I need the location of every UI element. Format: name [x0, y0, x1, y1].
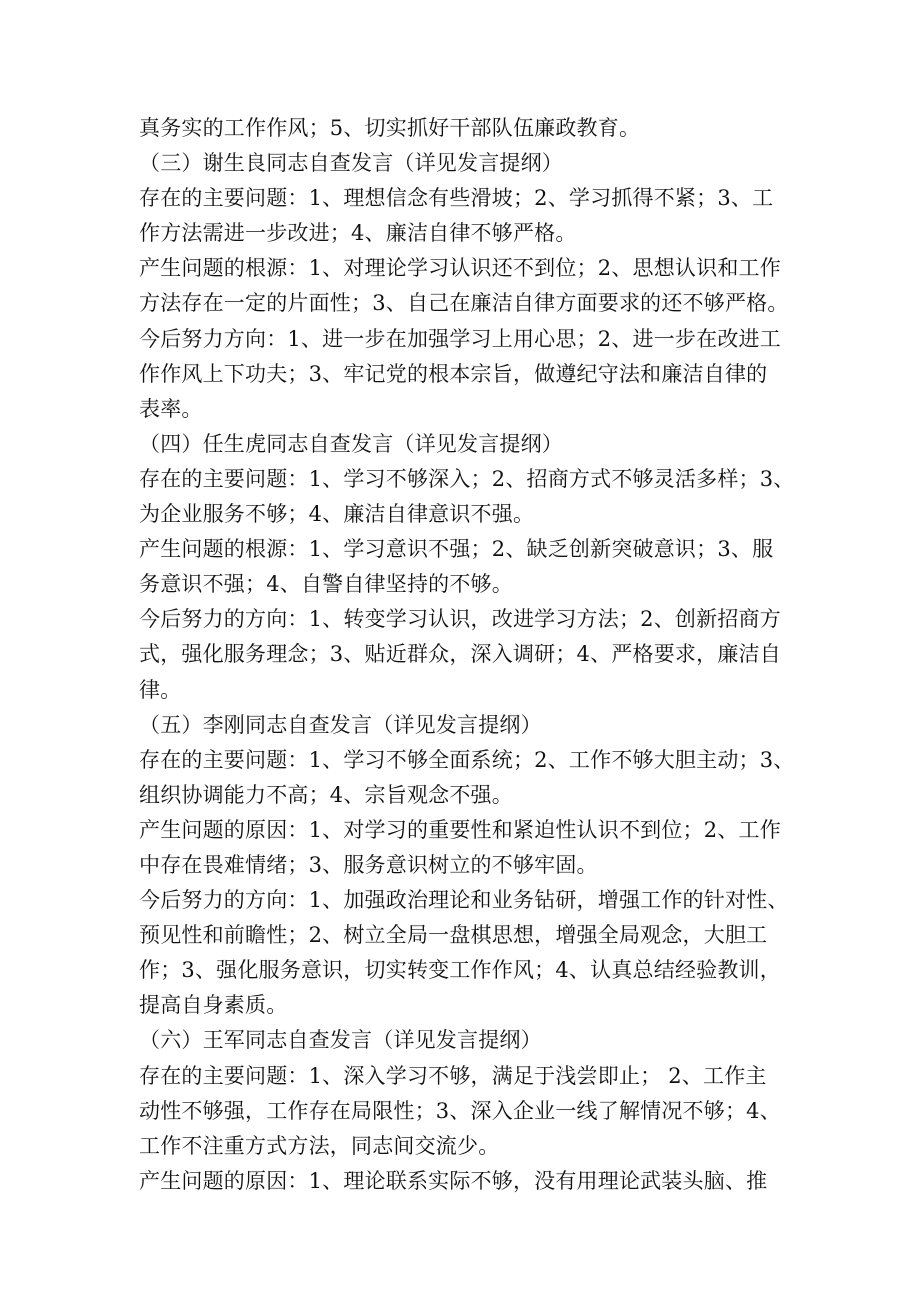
- paragraph: [139, 251, 799, 321]
- paragraph: [139, 1164, 799, 1199]
- paragraph: [139, 1059, 799, 1164]
- text-line: 作作风上下功夫；3、牢记党的根本宗旨，做遵纪守法和廉洁自律的: [139, 361, 768, 386]
- text-line: 今后努力的方向：1、加强政治理论和业务钻研，增强工作的针对性、: [139, 888, 789, 913]
- text-line: 产生问题的原因：1、对学习的重要性和紧迫性认识不到位；2、工作: [139, 817, 781, 842]
- paragraph: [139, 181, 799, 251]
- text-line: 组织协调能力不高；4、宗旨观念不强。: [139, 782, 513, 807]
- paragraph: [139, 883, 799, 1023]
- section-heading: [139, 708, 799, 743]
- text-line: 存在的主要问题：1、学习不够深入；2、招商方式不够灵活多样；3、: [139, 466, 795, 491]
- paragraph: [139, 743, 799, 813]
- text-line: 今后努力方向：1、进一步在加强学习上用心思；2、进一步在改进工: [139, 326, 781, 351]
- text-line: （五）李刚同志自查发言（详见发言提纲）: [139, 712, 542, 737]
- text-line: 作方法需进一步改进；4、廉洁自律不够严格。: [139, 221, 577, 246]
- text-line: 律。: [139, 677, 182, 702]
- text-line: 作；3、强化服务意识，切实转变工作作风；4、认真总结经验教训，: [139, 958, 781, 983]
- paragraph: [139, 532, 799, 602]
- document-body: [139, 111, 799, 1199]
- paragraph: [139, 813, 799, 883]
- text-line: （六）王军同志自查发言（详见发言提纲）: [139, 1028, 542, 1053]
- text-line: 真务实的工作作风；5、切实抓好干部队伍廉政教育。: [139, 116, 641, 140]
- section-heading: [139, 1023, 799, 1058]
- paragraph: [139, 322, 799, 427]
- text-line: 存在的主要问题：1、深入学习不够，满足于浅尝即止； 2、工作主: [139, 1063, 767, 1088]
- text-line: 动性不够强，工作存在局限性；3、深入企业一线了解情况不够；4、: [139, 1098, 781, 1123]
- text-line: 预见性和前瞻性；2、树立全局一盘棋思想，增强全局观念，大胆工: [139, 923, 768, 948]
- text-line: 产生问题的根源：1、学习意识不强；2、缺乏创新突破意识；3、服: [139, 537, 774, 562]
- text-line: 方法存在一定的片面性；3、自己在廉洁自律方面要求的还不够严格。: [139, 291, 789, 316]
- text-line: 务意识不强；4、自警自律坚持的不够。: [139, 572, 513, 597]
- text-line: 产生问题的原因：1、理论联系实际不够，没有用理论武装头脑、推: [139, 1168, 768, 1193]
- text-line: （四）任生虎同志自查发言（详见发言提纲）: [139, 431, 563, 456]
- text-line: 式，强化服务理念；3、贴近群众，深入调研；4、严格要求，廉洁自: [139, 642, 781, 667]
- text-line: 表率。: [139, 396, 203, 421]
- section-heading: [139, 146, 799, 181]
- text-line: 今后努力的方向：1、转变学习认识，改进学习方法；2、创新招商方: [139, 607, 781, 632]
- section-heading: [139, 427, 799, 462]
- paragraph: [139, 462, 799, 532]
- text-line: 提高自身素质。: [139, 993, 288, 1018]
- text-line: 为企业服务不够；4、廉洁自律意识不强。: [139, 502, 535, 527]
- paragraph: [139, 111, 799, 146]
- text-line: 中存在畏难情绪；3、服务意识树立的不够牢固。: [139, 852, 598, 877]
- text-line: （三）谢生良同志自查发言（详见发言提纲）: [139, 151, 563, 176]
- paragraph: [139, 602, 799, 707]
- text-line: 产生问题的根源：1、对理论学习认识还不到位；2、思想认识和工作: [139, 256, 781, 281]
- text-line: 存在的主要问题：1、理想信念有些滑坡；2、学习抓得不紧；3、工: [139, 186, 774, 211]
- text-line: 存在的主要问题：1、学习不够全面系统；2、工作不够大胆主动；3、: [139, 747, 795, 772]
- text-line: 工作不注重方式方法，同志间交流少。: [139, 1133, 500, 1158]
